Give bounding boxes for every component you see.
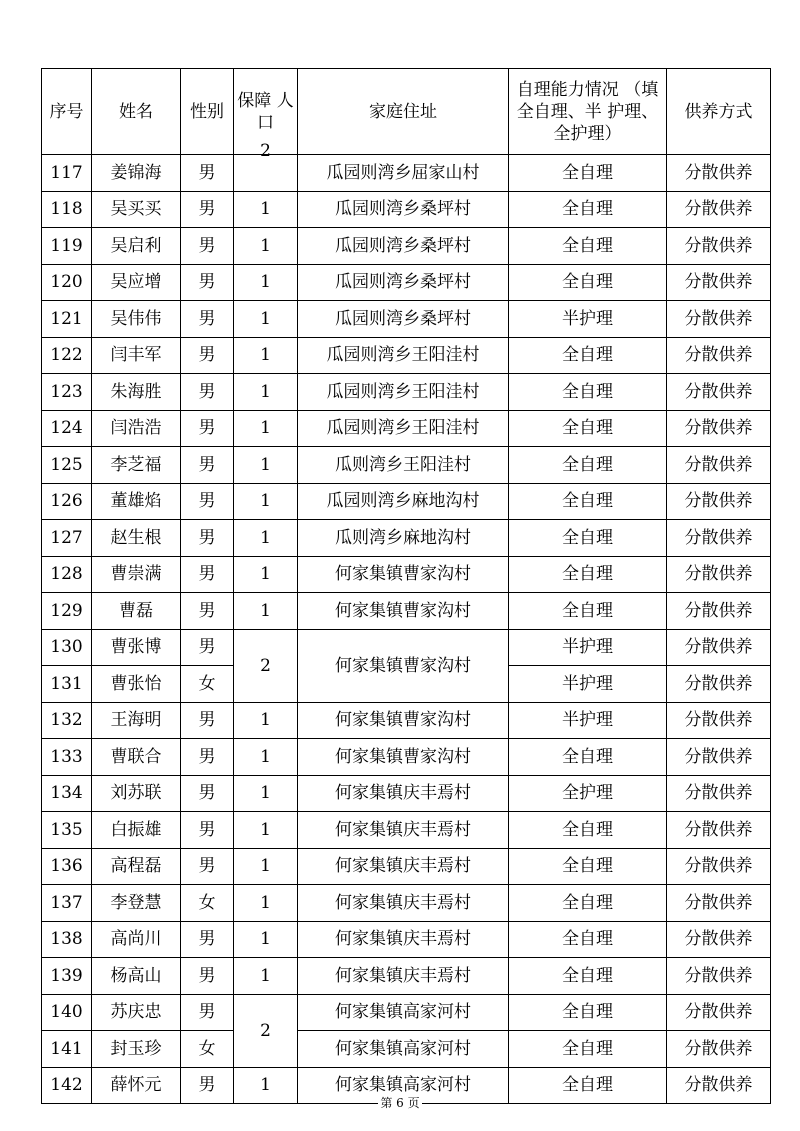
self-care-ability: 全自理 [509,848,667,885]
person-name: 高尚川 [92,921,181,958]
table-row [42,556,771,593]
people-count: 1 [234,958,298,995]
support-method: 分散供养 [667,191,771,228]
self-care-ability: 半护理 [509,629,667,666]
home-address: 何家集镇曹家沟村 [298,629,509,702]
person-name: 姜锦海 [92,155,181,192]
header-address: 家庭住址 [298,69,509,155]
support-method: 分散供养 [667,301,771,338]
table-row [42,337,771,374]
person-gender: 男 [181,739,234,776]
row-number: 137 [42,885,92,922]
row-number: 140 [42,994,92,1031]
people-count: 1 [234,447,298,484]
row-number: 123 [42,374,92,411]
self-care-ability: 全自理 [509,921,667,958]
person-name: 苏庆忠 [92,994,181,1031]
support-method: 分散供养 [667,337,771,374]
person-gender: 女 [181,1031,234,1068]
support-method: 分散供养 [667,374,771,411]
table-row [42,228,771,265]
row-number: 132 [42,702,92,739]
person-name: 董雄焰 [92,483,181,520]
home-address: 瓜园则湾乡桑坪村 [298,191,509,228]
self-care-ability: 全自理 [509,374,667,411]
home-address: 瓜则湾乡麻地沟村 [298,520,509,557]
home-address: 瓜园则湾乡屈家山村 [298,155,509,192]
home-address: 瓜园则湾乡桑坪村 [298,228,509,265]
self-care-ability: 全自理 [509,812,667,849]
home-address: 何家集镇高家河村 [298,994,509,1031]
home-address: 何家集镇高家河村 [298,1031,509,1068]
people-count-clipped [234,141,298,192]
support-method: 分散供养 [667,994,771,1031]
relief-roster-table [41,68,771,1104]
person-gender: 男 [181,702,234,739]
person-name: 薛怀元 [92,1067,181,1104]
row-number: 134 [42,775,92,812]
person-gender: 男 [181,410,234,447]
people-count: 1 [234,191,298,228]
table-row [42,483,771,520]
self-care-ability: 全自理 [509,1031,667,1068]
support-method: 分散供养 [667,848,771,885]
self-care-ability: 全自理 [509,228,667,265]
home-address: 何家集镇曹家沟村 [298,702,509,739]
person-gender: 男 [181,994,234,1031]
table-row [42,410,771,447]
person-name: 封玉珍 [92,1031,181,1068]
support-method: 分散供养 [667,447,771,484]
self-care-ability: 全自理 [509,410,667,447]
people-count: 2 [234,629,298,702]
table-row [42,739,771,776]
table-row [42,155,771,192]
person-gender: 男 [181,191,234,228]
row-number: 136 [42,848,92,885]
person-name: 高程磊 [92,848,181,885]
table-header-row [42,69,771,155]
table-row [42,264,771,301]
row-number: 122 [42,337,92,374]
person-gender: 女 [181,885,234,922]
person-name: 吴启利 [92,228,181,265]
support-method: 分散供养 [667,1031,771,1068]
home-address: 瓜园则湾乡王阳洼村 [298,374,509,411]
home-address: 何家集镇庆丰焉村 [298,775,509,812]
support-method: 分散供养 [667,885,771,922]
support-method: 分散供养 [667,228,771,265]
home-address: 何家集镇庆丰焉村 [298,812,509,849]
support-method: 分散供养 [667,410,771,447]
row-number: 126 [42,483,92,520]
support-method: 分散供养 [667,666,771,703]
person-gender: 男 [181,374,234,411]
table-row [42,191,771,228]
home-address: 何家集镇高家河村 [298,1067,509,1104]
people-count: 1 [234,885,298,922]
person-name: 朱海胜 [92,374,181,411]
header-no: 序号 [42,69,92,155]
home-address: 瓜则湾乡王阳洼村 [298,447,509,484]
support-method: 分散供养 [667,775,771,812]
self-care-ability: 半护理 [509,702,667,739]
person-gender: 男 [181,775,234,812]
self-care-ability: 半护理 [509,666,667,703]
home-address: 瓜园则湾乡王阳洼村 [298,337,509,374]
person-gender: 男 [181,264,234,301]
person-gender: 男 [181,921,234,958]
person-gender: 男 [181,812,234,849]
support-method: 分散供养 [667,483,771,520]
row-number: 119 [42,228,92,265]
home-address: 何家集镇曹家沟村 [298,739,509,776]
table-row [42,885,771,922]
table-row [42,812,771,849]
person-name: 白振雄 [92,812,181,849]
person-name: 闫丰军 [92,337,181,374]
person-name: 杨高山 [92,958,181,995]
table-row [42,958,771,995]
person-name: 闫浩浩 [92,410,181,447]
row-number: 118 [42,191,92,228]
header-gender: 性别 [181,69,234,155]
person-name: 吴应增 [92,264,181,301]
row-number: 124 [42,410,92,447]
self-care-ability: 全自理 [509,483,667,520]
row-number: 131 [42,666,92,703]
self-care-ability: 全护理 [509,775,667,812]
table-row [42,848,771,885]
self-care-ability: 全自理 [509,958,667,995]
people-count: 1 [234,1067,298,1104]
people-count: 1 [234,483,298,520]
self-care-ability: 全自理 [509,593,667,630]
table-row [42,921,771,958]
home-address: 何家集镇曹家沟村 [298,556,509,593]
self-care-ability: 全自理 [509,337,667,374]
self-care-ability: 全自理 [509,191,667,228]
row-number: 138 [42,921,92,958]
support-method: 分散供养 [667,921,771,958]
people-count: 1 [234,556,298,593]
support-method: 分散供养 [667,1067,771,1104]
row-number: 128 [42,556,92,593]
row-number: 135 [42,812,92,849]
self-care-ability: 全自理 [509,1067,667,1104]
page-number: 第 6 页 [380,1096,420,1110]
person-name: 曹磊 [92,593,181,630]
row-number: 130 [42,629,92,666]
home-address: 何家集镇曹家沟村 [298,593,509,630]
row-number: 139 [42,958,92,995]
row-number: 121 [42,301,92,338]
home-address: 何家集镇庆丰焉村 [298,885,509,922]
person-gender: 男 [181,155,234,192]
support-method: 分散供养 [667,958,771,995]
home-address: 瓜园则湾乡桑坪村 [298,264,509,301]
header-people: 保障 人口 [234,69,298,155]
people-count: 1 [234,812,298,849]
self-care-ability: 全自理 [509,885,667,922]
table-row [42,301,771,338]
people-count: 1 [234,921,298,958]
support-method: 分散供养 [667,556,771,593]
support-method: 分散供养 [667,155,771,192]
row-number: 127 [42,520,92,557]
home-address: 何家集镇庆丰焉村 [298,848,509,885]
person-name: 吴买买 [92,191,181,228]
people-count: 1 [234,739,298,776]
people-count: 2 [234,994,298,1067]
person-gender: 男 [181,228,234,265]
table-row [42,1031,771,1068]
row-number: 120 [42,264,92,301]
people-count: 1 [234,520,298,557]
support-method: 分散供养 [667,520,771,557]
header-method: 供养方式 [667,69,771,155]
support-method: 分散供养 [667,702,771,739]
people-count: 1 [234,337,298,374]
row-number: 125 [42,447,92,484]
table-row [42,593,771,630]
people-count: 1 [234,848,298,885]
person-name: 刘苏联 [92,775,181,812]
person-name: 王海明 [92,702,181,739]
people-count: 1 [234,264,298,301]
row-number: 142 [42,1067,92,1104]
support-method: 分散供养 [667,812,771,849]
people-count: 1 [234,374,298,411]
table-row [42,994,771,1031]
person-gender: 男 [181,1067,234,1104]
person-gender: 男 [181,483,234,520]
person-name: 赵生根 [92,520,181,557]
row-number: 129 [42,593,92,630]
people-count: 2 [260,141,271,161]
self-care-ability: 全自理 [509,520,667,557]
table-row [42,374,771,411]
people-count: 1 [234,410,298,447]
table-row [42,447,771,484]
person-name: 曹张博 [92,629,181,666]
self-care-ability: 全自理 [509,739,667,776]
row-number: 141 [42,1031,92,1068]
person-gender: 男 [181,520,234,557]
self-care-ability: 全自理 [509,994,667,1031]
home-address: 瓜园则湾乡王阳洼村 [298,410,509,447]
person-gender: 男 [181,958,234,995]
people-count: 1 [234,775,298,812]
support-method: 分散供养 [667,739,771,776]
person-gender: 男 [181,629,234,666]
self-care-ability: 全自理 [509,447,667,484]
person-gender: 男 [181,447,234,484]
home-address: 何家集镇庆丰焉村 [298,958,509,995]
person-gender: 女 [181,666,234,703]
person-gender: 男 [181,301,234,338]
person-name: 曹联合 [92,739,181,776]
home-address: 瓜园则湾乡桑坪村 [298,301,509,338]
person-name: 曹张怡 [92,666,181,703]
self-care-ability: 半护理 [509,301,667,338]
table-row [42,629,771,666]
person-name: 吴伟伟 [92,301,181,338]
home-address: 何家集镇庆丰焉村 [298,921,509,958]
people-count: 1 [234,702,298,739]
self-care-ability: 全自理 [509,264,667,301]
support-method: 分散供养 [667,264,771,301]
people-count: 1 [234,593,298,630]
person-name: 曹崇满 [92,556,181,593]
self-care-ability: 全自理 [509,155,667,192]
person-gender: 男 [181,848,234,885]
table-row [42,702,771,739]
people-count: 1 [234,228,298,265]
self-care-ability: 全自理 [509,556,667,593]
person-gender: 男 [181,556,234,593]
support-method: 分散供养 [667,593,771,630]
row-number: 133 [42,739,92,776]
header-ability: 自理能力情况 （填全自理、半 护理、全护理） [509,69,667,155]
person-gender: 男 [181,593,234,630]
people-count: 1 [234,301,298,338]
person-name: 李登慧 [92,885,181,922]
table-row [42,775,771,812]
support-method: 分散供养 [667,629,771,666]
person-name: 李芝福 [92,447,181,484]
home-address: 瓜园则湾乡麻地沟村 [298,483,509,520]
table-row [42,520,771,557]
header-name: 姓名 [92,69,181,155]
row-number: 117 [42,155,92,192]
person-gender: 男 [181,337,234,374]
